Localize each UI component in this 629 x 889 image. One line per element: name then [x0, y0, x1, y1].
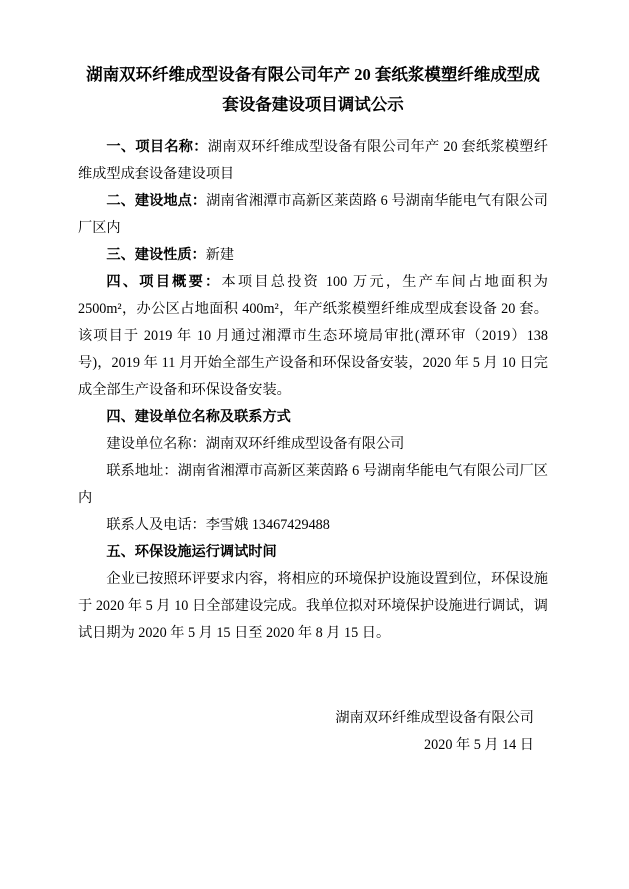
- section-location: [78, 188, 548, 242]
- contact-line-address: 联系地址：湖南省湘潭市高新区莱茵路 6 号湖南华能电气有限公司厂区内: [78, 463, 548, 506]
- section-text: 新建: [205, 247, 235, 263]
- section-label: 一、项目名称：: [106, 139, 208, 155]
- signature-company: 湖南双环纤维成型设备有限公司: [335, 710, 534, 726]
- section-label: 二、建设地点：: [106, 193, 207, 209]
- section-text: 湖南双环纤维成型设备有限公司年产 20 套纸浆模塑纤维成型成套设备建设项目: [78, 139, 548, 182]
- contact-heading: 四、建设单位名称及联系方式: [106, 409, 291, 425]
- section-nature: [78, 242, 548, 269]
- document-body: [78, 60, 548, 759]
- signature-block: [78, 705, 548, 759]
- section-label: 四、项目概要：: [106, 274, 222, 290]
- signature-date: 2020 年 5 月 14 日: [424, 737, 534, 753]
- page-title: 湖南双环纤维成型设备有限公司年产 20 套纸浆模塑纤维成型成套设备建设项目调试公示: [86, 65, 540, 114]
- section-label: 三、建设性质：: [106, 247, 206, 263]
- section-text: 本项目总投资 100 万元，生产车间占地面积为 2500m²，办公区占地面积 400m²，年产纸浆模塑纤维成型成套设备 20 套。该项目于 2019 年 10 月通过湘潭市生态环境局审批(潭环审（2019）138 号)，2019 年 11 月开始全部生产设备和环保设备安装，2020 年 5 月 10 日完成全部生产设备和环保设备安装。: [78, 274, 548, 398]
- debug-text: 企业已按照环评要求内容，将相应的环境保护设施设置到位，环保设施于 2020 年 5 月 10 日全部建设完成。我单位拟对环境保护设施进行调试，调试日期为 2020 年 5 月 15 日至 2020 年 8 月 15 日。: [78, 571, 548, 641]
- contact-line-phone: 联系人及电话：李雪娥 13467429488: [106, 517, 330, 533]
- debug-heading: 五、环保设施运行调试时间: [106, 544, 277, 560]
- section-text: 湖南省湘潭市高新区莱茵路 6 号湖南华能电气有限公司厂区内: [78, 193, 548, 236]
- section-project-name: [78, 134, 548, 188]
- contact-line-unit: 建设单位名称：湖南双环纤维成型设备有限公司: [106, 436, 405, 452]
- section-summary: [78, 269, 548, 404]
